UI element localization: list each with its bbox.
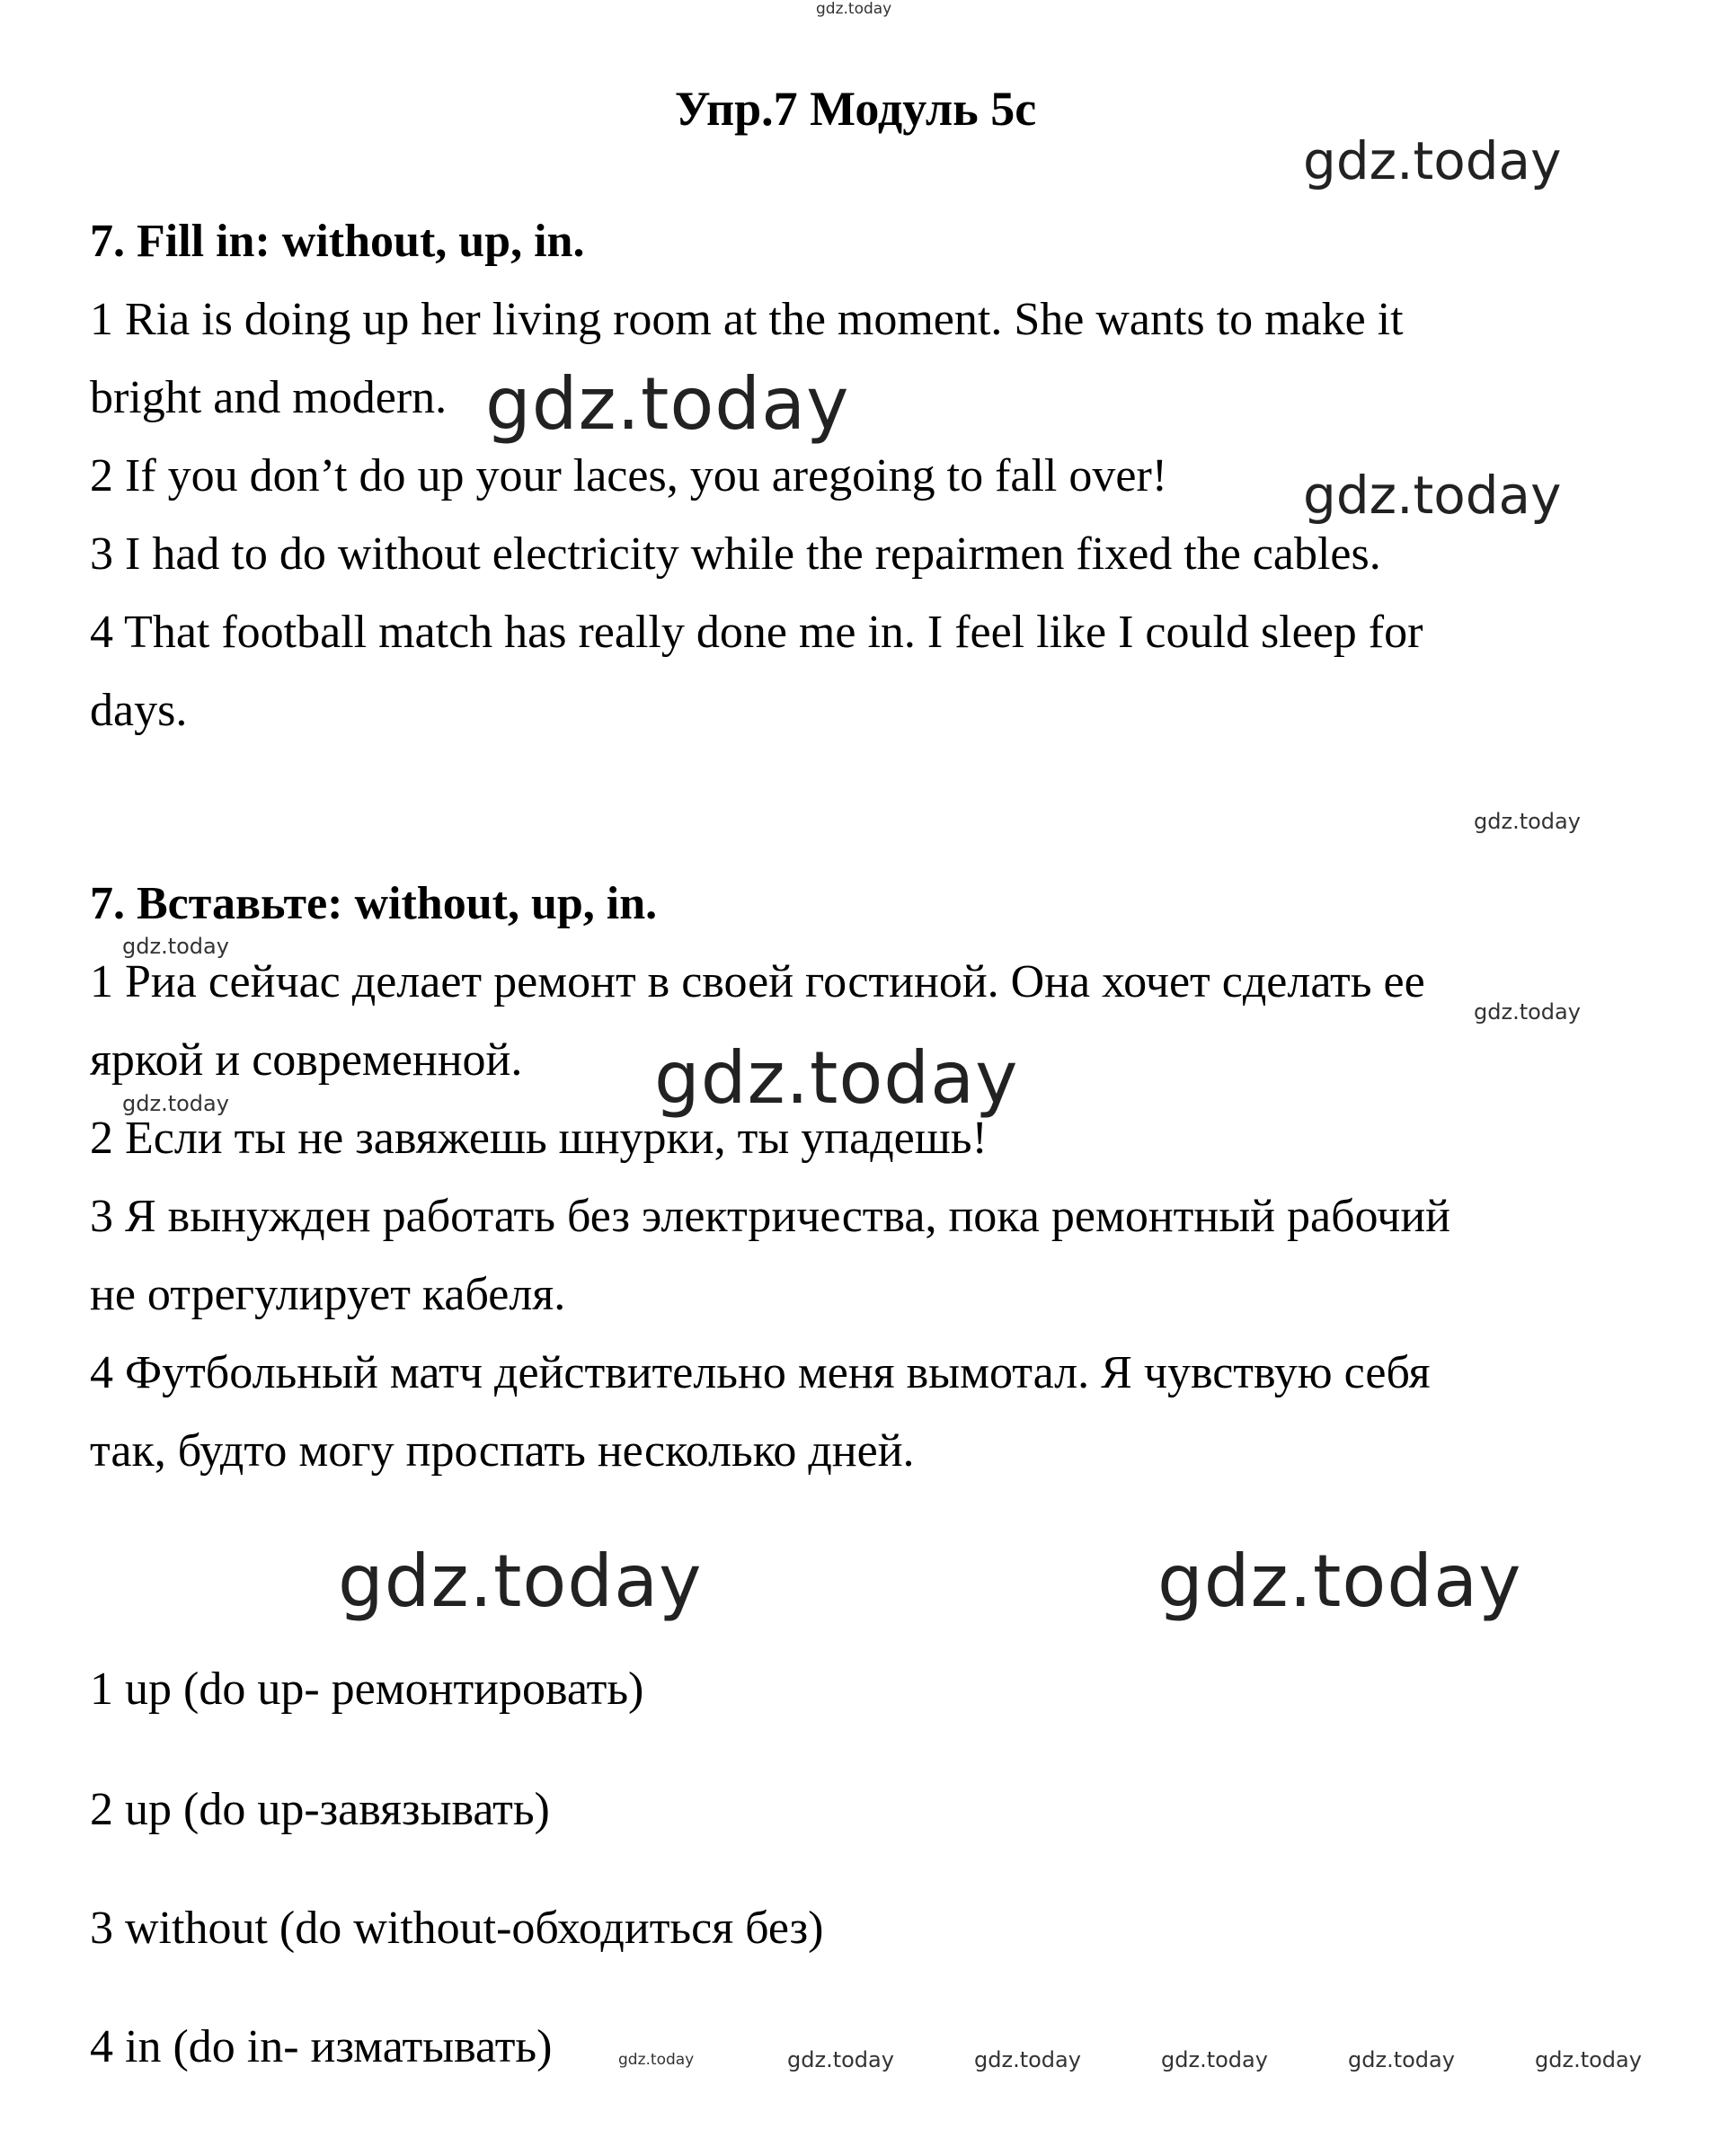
watermark: gdz.today <box>618 2051 695 2069</box>
russian-line: не отрегулирует кабеля. <box>90 1269 566 1320</box>
russian-line: 3 Я вынужден работать без электричества, пока ремонтный рабочий <box>90 1191 1450 1242</box>
page-title: Упр.7 Модуль 5с <box>674 82 1037 136</box>
russian-line: яркой и современной. <box>90 1034 523 1086</box>
watermark: gdz.today <box>1474 999 1581 1025</box>
watermark: gdz.today <box>1535 2047 1642 2072</box>
watermark: gdz.today <box>787 2047 894 2072</box>
english-line: 3 I had to do without electricity while the repairmen fixed the cables. <box>90 528 1381 580</box>
watermark: gdz.today <box>122 934 229 959</box>
answer-item: 1 up (do up- ремонтировать) <box>90 1664 644 1715</box>
watermark: gdz.today <box>1474 809 1581 834</box>
watermark: gdz.today <box>338 1539 703 1623</box>
answer-item: 3 without (do without-обходиться без) <box>90 1903 824 1954</box>
russian-heading: 7. Вставьте: without, up, in. <box>90 878 658 929</box>
watermark: gdz.today <box>1303 465 1562 526</box>
watermark: gdz.today <box>1157 1539 1522 1623</box>
watermark: gdz.today <box>1348 2047 1455 2072</box>
answer-item: 2 up (do up-завязывать) <box>90 1784 550 1835</box>
watermark: gdz.today <box>1303 130 1562 191</box>
watermark: gdz.today <box>654 1036 1019 1120</box>
russian-line: 1 Риа сейчас делает ремонт в своей гостиной. Она хочет сделать ее <box>90 956 1425 1007</box>
english-line: bright and modern. <box>90 372 448 423</box>
english-heading: 7. Fill in: without, up, in. <box>90 216 585 267</box>
watermark: gdz.today <box>485 362 850 446</box>
english-line: days. <box>90 685 188 736</box>
watermark: gdz.today <box>974 2047 1081 2072</box>
answer-item: 4 in (do in- изматывать) <box>90 2021 553 2072</box>
russian-line: так, будто могу проспать несколько дней. <box>90 1425 915 1477</box>
english-line: 1 Ria is doing up her living room at the moment. She wants to make it <box>90 294 1404 345</box>
english-line: 4 That football match has really done me in. I feel like I could sleep for <box>90 607 1423 658</box>
watermark-top: gdz.today <box>816 0 892 18</box>
russian-section <box>90 865 1636 1490</box>
russian-line: 2 Если ты не завяжешь шнурки, ты упадешь! <box>90 1113 988 1164</box>
english-line: 2 If you don’t do up your laces, you aregoing to fall over! <box>90 450 1168 501</box>
watermark: gdz.today <box>122 1091 229 1116</box>
watermark: gdz.today <box>1161 2047 1268 2072</box>
russian-line: 4 Футбольный матч действительно меня вымотал. Я чувствую себя <box>90 1347 1431 1398</box>
